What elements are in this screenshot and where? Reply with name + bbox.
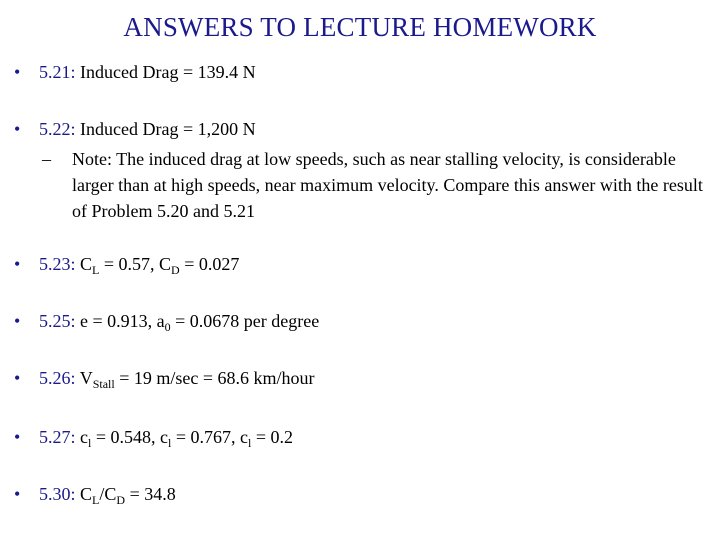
problem-number: 5.22: — [39, 119, 76, 139]
l-subscript: l — [88, 436, 92, 450]
answer-text: = 34.8 — [125, 484, 176, 504]
c-symbol: C — [80, 484, 93, 504]
answer-text: = 0.0678 per degree — [170, 311, 320, 331]
problem-number: 5.30: — [39, 484, 76, 504]
bullet-icon: • — [14, 62, 21, 82]
answer-text: Induced Drag = 1,200 N — [80, 119, 256, 139]
answer-text: = 0.767, c — [171, 427, 248, 447]
problem-number: 5.26: — [39, 368, 76, 388]
answer-5-25 — [14, 308, 319, 335]
answer-text: e = 0.913, a — [80, 311, 165, 331]
answer-text: = 0.57, C — [99, 254, 172, 274]
l-subscript: L — [92, 493, 100, 507]
problem-number: 5.27: — [39, 427, 76, 447]
answer-5-23 — [14, 251, 239, 278]
answer-5-27 — [14, 424, 293, 451]
problem-number: 5.25: — [39, 311, 76, 331]
c-symbol: c — [80, 427, 89, 447]
answer-text: = 19 m/sec = 68.6 km/hour — [114, 368, 315, 388]
note-text: Note: The induced drag at low speeds, such as near stalling velocity, is considerable larger than at high speeds, near maximum velocity. Compare this answer with the result of Problem 5.20 and 5.21 — [72, 149, 703, 221]
answer-text: = 0.548, c — [91, 427, 168, 447]
l-subscript: l — [247, 436, 252, 450]
answer-5-26 — [14, 365, 315, 392]
cl-subscript: L — [92, 263, 100, 277]
answer-5-21 — [14, 59, 256, 86]
v-symbol: V — [79, 368, 93, 388]
answer-text: = 0.2 — [251, 427, 293, 447]
cl-symbol: C — [80, 254, 93, 274]
bullet-icon: • — [14, 254, 21, 274]
bullet-icon: • — [14, 368, 21, 388]
answer-text: = 0.027 — [179, 254, 240, 274]
dash-icon: – — [42, 149, 51, 169]
page-title: ANSWERS TO LECTURE HOMEWORK — [123, 12, 597, 42]
answer-text: Induced Drag = 139.4 N — [80, 62, 256, 82]
answer-5-22 — [14, 116, 256, 143]
d-subscript: D — [116, 493, 126, 507]
problem-number: 5.23: — [39, 254, 76, 274]
cd-subscript: D — [171, 263, 180, 277]
stall-subscript: Stall — [92, 377, 115, 391]
answer-text: /C — [99, 484, 117, 504]
bullet-icon: • — [14, 311, 21, 331]
bullet-icon: • — [14, 119, 21, 139]
a0-subscript: 0 — [164, 320, 171, 334]
l-subscript: l — [168, 436, 172, 450]
answer-5-30 — [14, 481, 176, 508]
bullet-icon: • — [14, 427, 21, 447]
bullet-icon: • — [14, 484, 21, 504]
problem-number: 5.21: — [39, 62, 76, 82]
